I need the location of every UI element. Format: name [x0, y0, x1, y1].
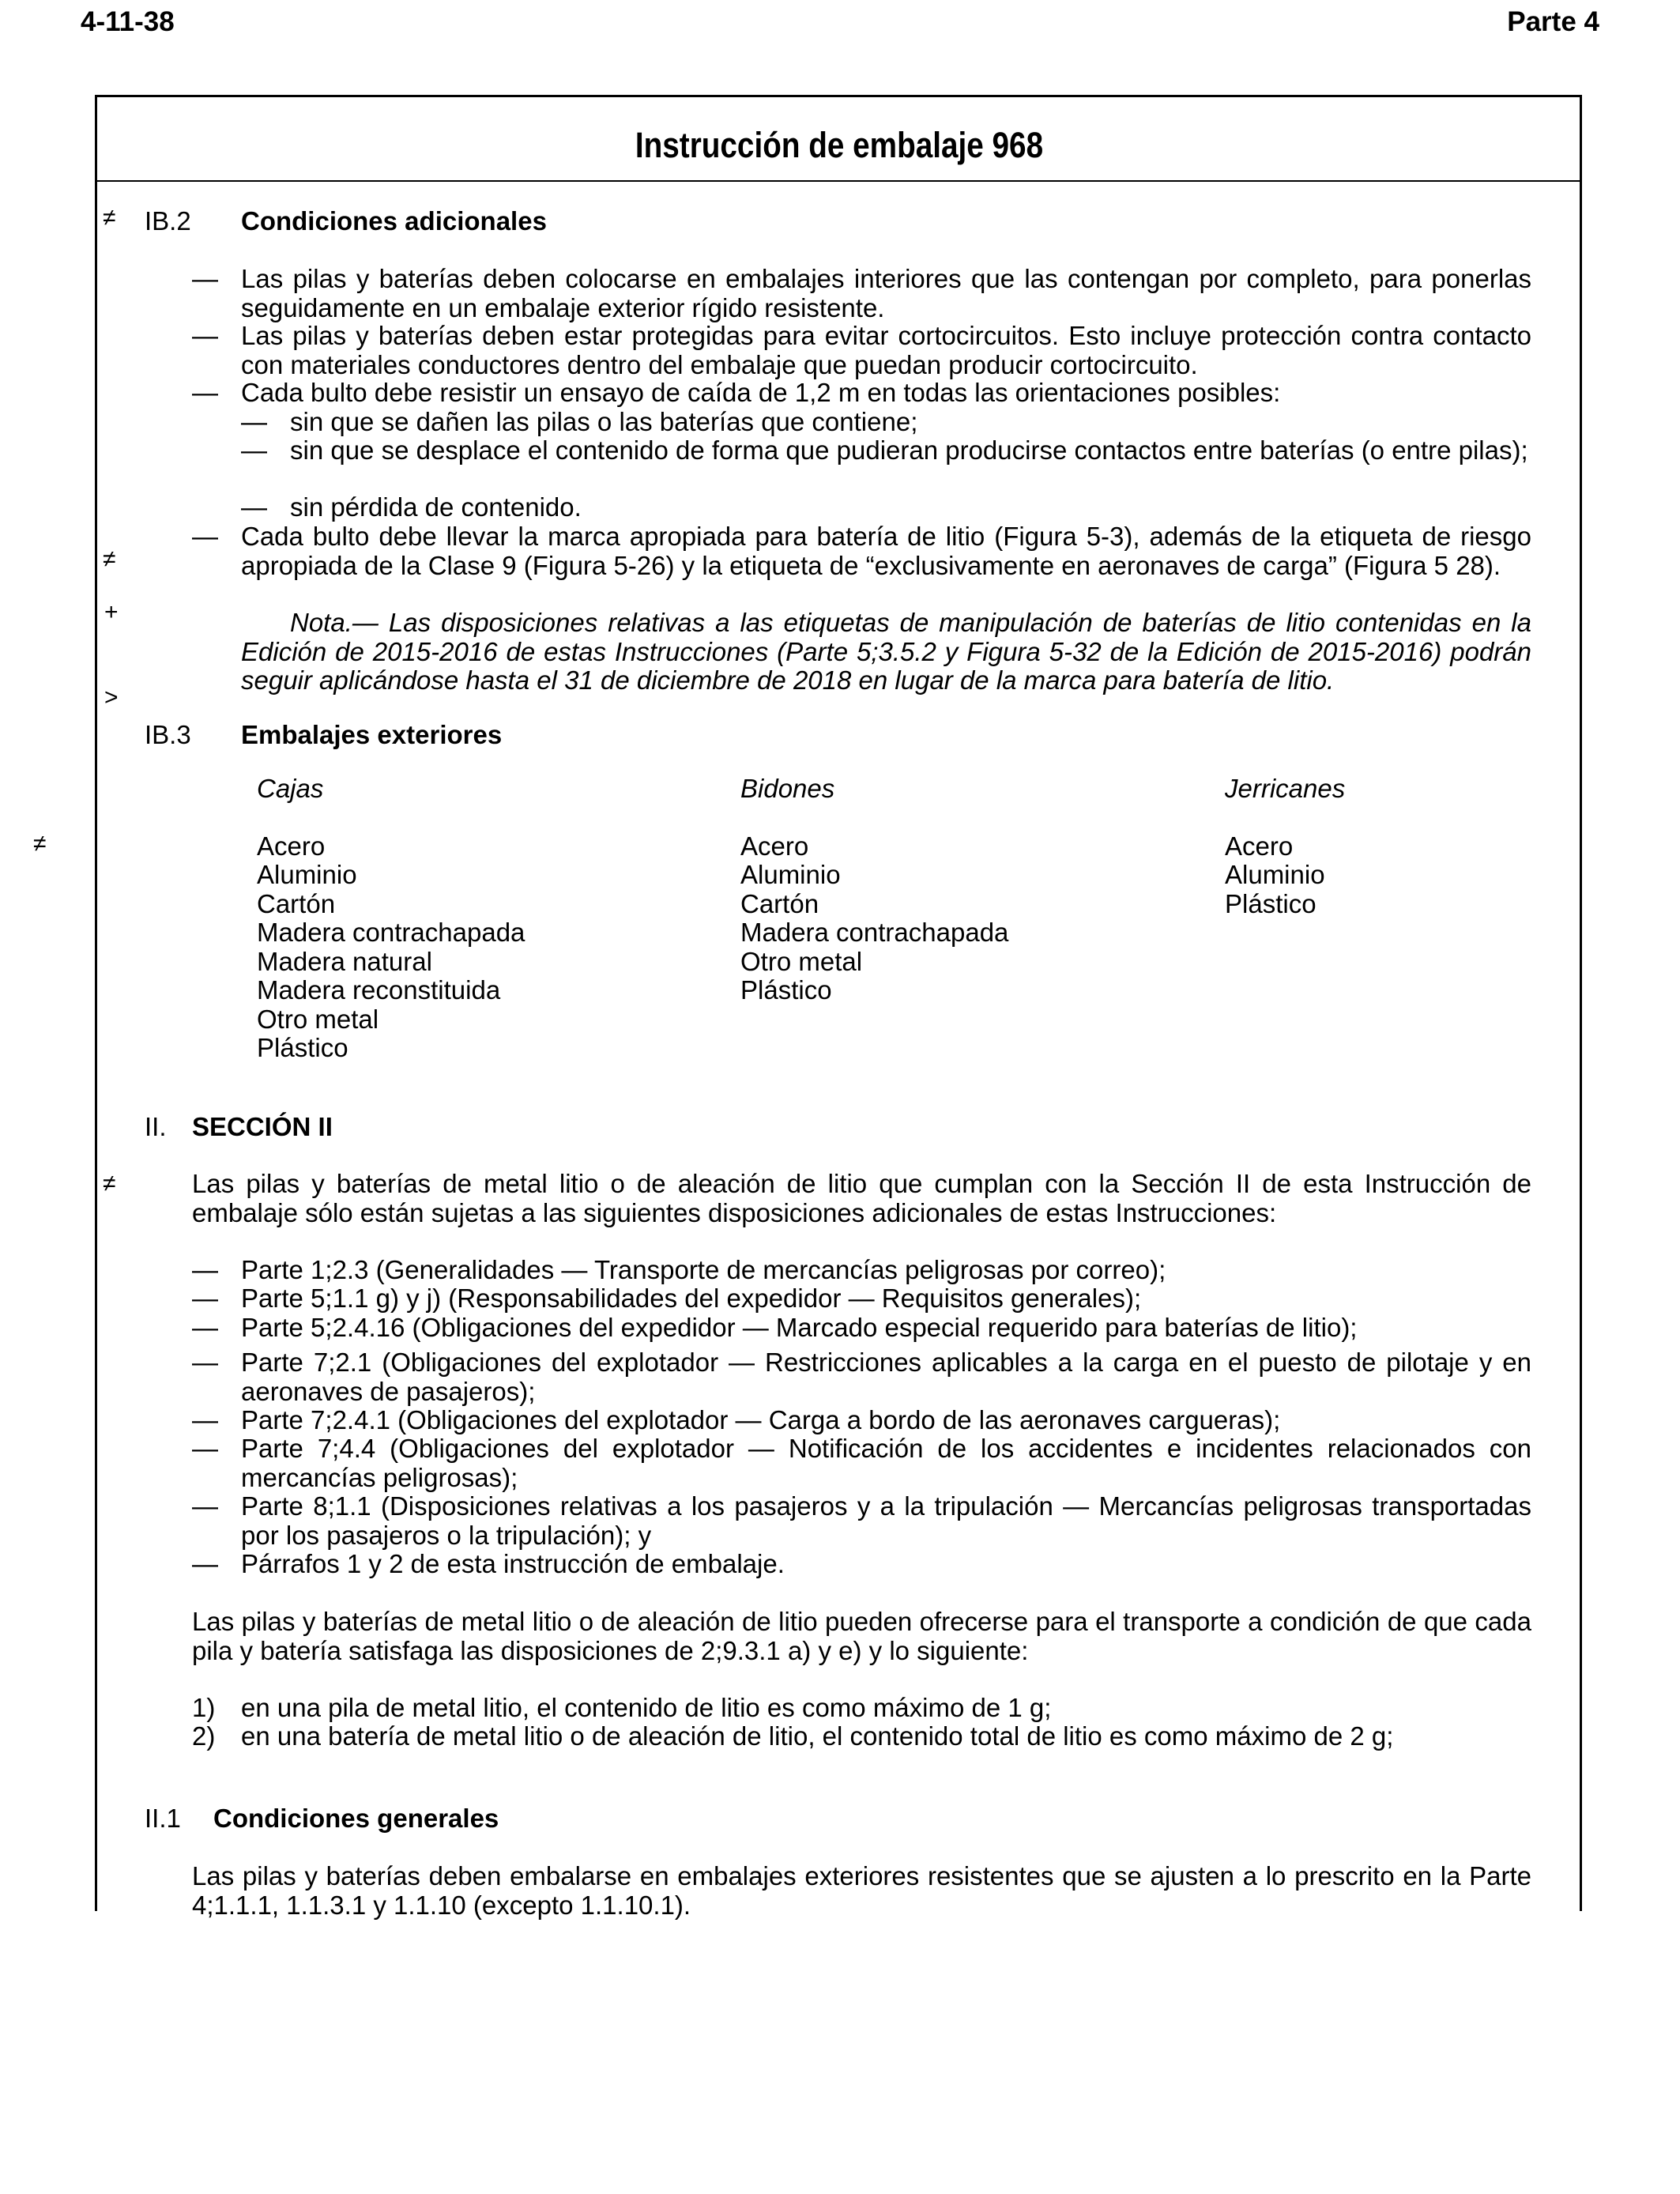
frame-top-rule: [95, 95, 1582, 97]
list-item-text: Parte 1;2.3 (Generalidades — Transporte de mercancías peligrosas por correo);: [241, 1255, 1166, 1284]
list-item-text: Parte 7;2.1 (Obligaciones del explotador — Restricciones aplicables a la carga en el puesto de pilotaje y en aeronaves de pasajeros);: [241, 1348, 1531, 1406]
column-header: Jerricanes: [1225, 774, 1346, 803]
change-mark: ≠: [103, 546, 116, 572]
packaging-item: Acero: [1225, 831, 1294, 861]
dash-bullet: —: [192, 264, 218, 293]
list-item-text: Cada bulto debe resistir un ensayo de caída de 1,2 m en todas las orientaciones posibles:: [241, 378, 1281, 407]
list-item-text: Parte 7;2.4.1 (Obligaciones del explotador — Carga a bordo de las aeronaves cargueras);: [241, 1405, 1281, 1434]
paragraph: Las pilas y baterías deben embalarse en embalajes exteriores resistentes que se ajusten a lo prescrito en la Parte 4;1.1.1, 1.1.3.1 y 1.1.10 (excepto 1.1.10.1).: [192, 1861, 1531, 1920]
packaging-item: Cartón: [257, 888, 336, 918]
numbered-item: [192, 1722, 1531, 1751]
section-title: SECCIÓN II: [192, 1112, 333, 1141]
dash-bullet: —: [192, 321, 218, 350]
list-item-text: sin pérdida de contenido.: [290, 492, 582, 522]
packaging-item: Madera contrachapada: [740, 918, 1009, 947]
list-item-text: Parte 5;2.4.16 (Obligaciones del expedidor — Marcado especial requerido para baterías de litio);: [241, 1313, 1358, 1342]
item-number: 2): [192, 1721, 216, 1751]
dash-bullet: —: [241, 407, 267, 436]
section-number: IB.3: [145, 720, 191, 749]
list-item: [192, 1348, 1531, 1406]
dash-bullet: —: [192, 522, 218, 551]
dash-bullet: —: [192, 1549, 218, 1578]
packaging-item: Otro metal: [740, 946, 863, 976]
list-item: [192, 1550, 1531, 1579]
dash-bullet: —: [192, 1491, 218, 1521]
sub-list-item: [241, 408, 1531, 437]
list-item-text: Parte 7;4.4 (Obligaciones del explotador — Notificación de los accidentes e incidentes relacionados con mercancías peligrosas);: [241, 1434, 1531, 1492]
frame-right-rule: [1580, 95, 1582, 1911]
addition-mark: +: [104, 599, 119, 625]
page-number: 4-11-38: [81, 6, 175, 37]
list-item-text: Parte 5;1.1 g) y j) (Responsabilidades del expedidor — Requisitos generales);: [241, 1284, 1142, 1313]
frame-left-rule: [95, 95, 97, 1911]
part-label: Parte 4: [1507, 6, 1599, 37]
packaging-item: Plástico: [740, 975, 832, 1005]
packaging-item: Acero: [257, 831, 326, 861]
paragraph: Las pilas y baterías de metal litio o de aleación de litio que cumplan con la Sección II de esta Instrucción de embalaje sólo están sujetas a las siguientes disposiciones adicionales de estas Instrucciones:: [192, 1169, 1531, 1227]
paragraph: Las pilas y baterías de metal litio o de aleación de litio pueden ofrecerse para el transporte a condición de que cada pila y batería satisfaga las disposiciones de 2;9.3.1 a) y e) y lo siguiente:: [192, 1607, 1531, 1665]
dash-bullet: —: [192, 1284, 218, 1313]
packaging-item: Plástico: [1225, 888, 1317, 918]
change-mark: ≠: [33, 831, 47, 857]
section-number: II.: [145, 1112, 167, 1141]
sub-list-item: [241, 436, 1531, 466]
column-header: Cajas: [257, 774, 324, 803]
list-item-text: sin que se dañen las pilas o las baterías que contiene;: [290, 407, 918, 436]
packaging-item: Madera natural: [257, 946, 432, 976]
packaging-item: Aluminio: [257, 860, 357, 889]
section-number: IB.2: [145, 206, 191, 236]
change-mark: ≠: [103, 1171, 116, 1197]
list-item: [192, 1406, 1531, 1435]
packaging-item: Aluminio: [1225, 860, 1325, 889]
section-title: Condiciones generales: [213, 1804, 499, 1833]
dash-bullet: —: [192, 1313, 218, 1342]
title-underline: [95, 180, 1582, 182]
list-item-text: Las pilas y baterías deben colocarse en embalajes interiores que las contengan por completo, para ponerlas seguidamente en un embalaje exterior rígido resistente.: [241, 264, 1531, 322]
list-item: [192, 322, 1531, 379]
section-title: Condiciones adicionales: [241, 206, 547, 236]
section-number: II.1: [145, 1804, 181, 1833]
deletion-mark: >: [104, 684, 119, 711]
column-header: Bidones: [740, 774, 835, 803]
page-title: Instrucción de embalaje 968: [635, 125, 1044, 165]
list-item-text: sin que se desplace el contenido de forma que pudieran producirse contactos entre baterías (o entre pilas);: [290, 435, 1528, 465]
dash-bullet: —: [192, 1405, 218, 1434]
list-item-text: Parte 8;1.1 (Disposiciones relativas a los pasajeros y a la tripulación — Mercancías peligrosas transportadas por los pasajeros o la tripulación); y: [241, 1491, 1531, 1550]
packaging-column-bidones: [740, 775, 1008, 1005]
dash-bullet: —: [241, 435, 267, 465]
list-item: [192, 1314, 1531, 1343]
dash-bullet: —: [192, 1434, 218, 1463]
list-item: [192, 1492, 1531, 1550]
list-item: [192, 265, 1531, 322]
packaging-column-jerricanes: [1225, 775, 1345, 918]
dash-bullet: —: [192, 378, 218, 407]
packaging-item: Plástico: [257, 1033, 348, 1062]
list-item-text: Párrafos 1 y 2 de esta instrucción de embalaje.: [241, 1549, 785, 1578]
list-item: [192, 1284, 1531, 1314]
dash-bullet: —: [241, 492, 267, 522]
dash-bullet: —: [192, 1348, 218, 1377]
section-title: Embalajes exteriores: [241, 720, 503, 749]
note: Nota.— Las disposiciones relativas a las etiquetas de manipulación de baterías de litio contenidas en la Edición de 2015-2016 de estas Instrucciones (Parte 5;3.5.2 y Figura 5-32 de la Edición de 2015-2016) podrán seguir aplicándose hasta el 31 de diciembre de 2018 en lugar de la marca para batería de litio.: [241, 608, 1531, 695]
change-mark: ≠: [103, 205, 116, 231]
packaging-item: Otro metal: [257, 1004, 379, 1034]
list-item-text: Cada bulto debe llevar la marca apropiada para batería de litio (Figura 5-3), además de la etiqueta de riesgo apropiada de la Clase 9 (Figura 5-26) y la etiqueta de “exclusivamente en aeronaves de carga” (Figura 5 28).: [241, 522, 1531, 580]
list-item: [192, 522, 1531, 580]
sub-list-item: [241, 493, 1531, 522]
packaging-item: Madera contrachapada: [257, 918, 525, 947]
list-item: [192, 1434, 1531, 1492]
packaging-item: Aluminio: [740, 860, 841, 889]
numbered-item: [192, 1694, 1531, 1723]
list-item: [192, 379, 1531, 408]
item-number: 1): [192, 1693, 216, 1722]
packaging-item: Madera reconstituida: [257, 975, 501, 1005]
list-item: [192, 1256, 1531, 1285]
packaging-item: Acero: [740, 831, 809, 861]
list-item-text: Las pilas y baterías deben estar protegidas para evitar cortocircuitos. Esto incluye protección contra contacto con materiales conductores dentro del embalaje que puedan producir cortocircuito.: [241, 321, 1531, 379]
numbered-item-text: en una batería de metal litio o de aleación de litio, el contenido total de litio es como máximo de 2 g;: [241, 1721, 1394, 1751]
packaging-column-cajas: [257, 775, 525, 1063]
numbered-item-text: en una pila de metal litio, el contenido de litio es como máximo de 1 g;: [241, 1693, 1052, 1722]
packaging-item: Cartón: [740, 888, 819, 918]
dash-bullet: —: [192, 1255, 218, 1284]
